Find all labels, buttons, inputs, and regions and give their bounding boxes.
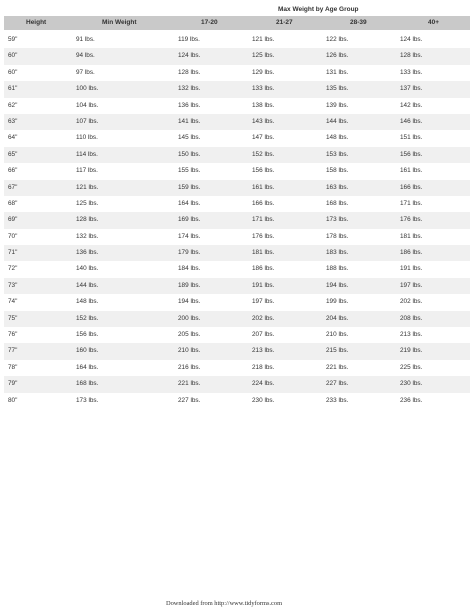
cell-21-27: 171 lbs. [252, 216, 275, 224]
cell-height: 78" [8, 363, 18, 371]
table-row [4, 261, 470, 277]
footer-link[interactable]: http://www.tidyforms.com [214, 600, 283, 607]
footer-label: Downloaded from [166, 600, 213, 607]
cell-min-weight: 110 lbs. [76, 134, 98, 142]
cell-min-weight: 156 lbs. [76, 331, 99, 339]
table-row [4, 65, 470, 81]
table-row [4, 81, 470, 97]
cell-21-27: 230 lbs. [252, 396, 275, 404]
cell-17-20: 145 lbs. [178, 134, 201, 142]
cell-min-weight: 100 lbs. [76, 85, 99, 93]
cell-17-20: 200 lbs. [178, 314, 201, 322]
cell-17-20: 221 lbs. [178, 380, 201, 388]
cell-17-20: 210 lbs. [178, 347, 201, 355]
cell-height: 63" [8, 117, 18, 125]
cell-40-plus: 236 lbs. [400, 396, 423, 404]
cell-40-plus: 202 lbs. [400, 298, 423, 306]
cell-height: 80" [8, 396, 18, 404]
cell-28-39: 215 lbs. [326, 347, 349, 355]
cell-min-weight: 128 lbs. [76, 216, 99, 224]
cell-40-plus: 181 lbs. [400, 232, 423, 240]
cell-28-39: 204 lbs. [326, 314, 349, 322]
cell-21-27: 161 lbs. [252, 183, 275, 191]
cell-28-39: 148 lbs. [326, 134, 349, 142]
header-min-weight: Min Weight [102, 19, 137, 26]
cell-17-20: 128 lbs. [178, 68, 201, 76]
cell-28-39: 173 lbs. [326, 216, 349, 224]
cell-40-plus: 176 lbs. [400, 216, 423, 224]
table-row [4, 327, 470, 343]
cell-21-27: 191 lbs. [252, 281, 275, 289]
cell-min-weight: 117 lbs. [76, 167, 98, 175]
cell-40-plus: 225 lbs. [400, 363, 423, 371]
cell-17-20: 136 lbs. [178, 101, 201, 109]
cell-min-weight: 136 lbs. [76, 249, 99, 257]
cell-21-27: 181 lbs. [252, 249, 275, 257]
cell-21-27: 213 lbs. [252, 347, 275, 355]
cell-height: 70" [8, 232, 18, 240]
cell-40-plus: 128 lbs. [400, 52, 423, 60]
cell-height: 77" [8, 347, 18, 355]
cell-min-weight: 94 lbs. [76, 52, 95, 60]
cell-min-weight: 104 lbs. [76, 101, 99, 109]
cell-28-39: 126 lbs. [326, 52, 349, 60]
cell-min-weight: 97 lbs. [76, 68, 95, 76]
cell-28-39: 153 lbs. [326, 150, 349, 158]
cell-17-20: 124 lbs. [178, 52, 201, 60]
cell-height: 60" [8, 68, 18, 76]
cell-21-27: 125 lbs. [252, 52, 275, 60]
footer [166, 600, 282, 607]
cell-40-plus: 151 lbs. [400, 134, 423, 142]
table-row [4, 180, 470, 196]
cell-21-27: 218 lbs. [252, 363, 275, 371]
cell-28-39: 194 lbs. [326, 281, 349, 289]
cell-28-39: 131 lbs. [326, 68, 349, 76]
table-body [4, 32, 470, 409]
cell-40-plus: 133 lbs. [400, 68, 423, 76]
header-age-17-20: 17-20 [201, 19, 218, 26]
table-row [4, 245, 470, 261]
cell-21-27: 152 lbs. [252, 150, 275, 158]
cell-21-27: 207 lbs. [252, 331, 275, 339]
cell-28-39: 188 lbs. [326, 265, 349, 273]
table-row [4, 98, 470, 114]
cell-21-27: 166 lbs. [252, 199, 275, 207]
cell-17-20: 141 lbs. [178, 117, 201, 125]
cell-17-20: 227 lbs. [178, 396, 201, 404]
table-row [4, 212, 470, 228]
cell-21-27: 197 lbs. [252, 298, 275, 306]
cell-28-39: 178 lbs. [326, 232, 349, 240]
cell-40-plus: 161 lbs. [400, 167, 423, 175]
cell-min-weight: 121 lbs. [76, 183, 99, 191]
cell-height: 62" [8, 101, 18, 109]
cell-17-20: 189 lbs. [178, 281, 201, 289]
cell-height: 75" [8, 314, 18, 322]
header-age-28-39: 28-39 [350, 19, 367, 26]
cell-height: 73" [8, 281, 18, 289]
cell-17-20: 179 lbs. [178, 249, 201, 257]
cell-min-weight: 144 lbs. [76, 281, 99, 289]
cell-17-20: 119 lbs. [178, 36, 200, 43]
cell-17-20: 150 lbs. [178, 150, 201, 158]
table-header [4, 16, 470, 30]
cell-17-20: 132 lbs. [178, 85, 201, 93]
cell-21-27: 129 lbs. [252, 68, 275, 76]
cell-height: 61" [8, 85, 18, 93]
cell-21-27: 202 lbs. [252, 314, 275, 322]
cell-min-weight: 91 lbs. [76, 36, 95, 43]
cell-40-plus: 124 lbs. [400, 36, 423, 43]
cell-40-plus: 171 lbs. [400, 199, 423, 207]
table-row [4, 147, 470, 163]
table-row [4, 32, 470, 48]
table-row [4, 294, 470, 310]
cell-28-39: 210 lbs. [326, 331, 349, 339]
table-row [4, 130, 470, 146]
cell-height: 71" [8, 249, 18, 257]
table-row [4, 376, 470, 392]
header-height: Height [26, 19, 47, 26]
cell-21-27: 133 lbs. [252, 85, 275, 93]
cell-height: 66" [8, 167, 18, 175]
cell-28-39: 221 lbs. [326, 363, 349, 371]
cell-40-plus: 156 lbs. [400, 150, 423, 158]
cell-17-20: 205 lbs. [178, 331, 201, 339]
cell-28-39: 135 lbs. [326, 85, 349, 93]
cell-21-27: 156 lbs. [252, 167, 275, 175]
cell-21-27: 186 lbs. [252, 265, 275, 273]
cell-28-39: 144 lbs. [326, 117, 349, 125]
cell-40-plus: 137 lbs. [400, 85, 423, 93]
cell-28-39: 139 lbs. [326, 101, 349, 109]
cell-min-weight: 168 lbs. [76, 380, 99, 388]
cell-21-27: 147 lbs. [252, 134, 275, 142]
cell-min-weight: 148 lbs. [76, 298, 99, 306]
cell-17-20: 169 lbs. [178, 216, 201, 224]
table-row [4, 114, 470, 130]
table-row [4, 311, 470, 327]
cell-min-weight: 107 lbs. [76, 117, 99, 125]
cell-28-39: 233 lbs. [326, 396, 349, 404]
cell-height: 76" [8, 331, 18, 339]
cell-21-27: 121 lbs. [252, 36, 275, 43]
table-row [4, 196, 470, 212]
cell-21-27: 224 lbs. [252, 380, 275, 388]
cell-40-plus: 197 lbs. [400, 281, 423, 289]
cell-17-20: 174 lbs. [178, 232, 201, 240]
cell-height: 65" [8, 150, 18, 158]
table-row [4, 343, 470, 359]
cell-min-weight: 173 lbs. [76, 396, 99, 404]
cell-21-27: 143 lbs. [252, 117, 275, 125]
cell-min-weight: 140 lbs. [76, 265, 99, 273]
table-row [4, 163, 470, 179]
cell-height: 59" [8, 36, 18, 43]
cell-height: 79" [8, 380, 18, 388]
cell-min-weight: 152 lbs. [76, 314, 99, 322]
cell-17-20: 184 lbs. [178, 265, 201, 273]
header-age-21-27: 21-27 [276, 19, 293, 26]
cell-height: 64" [8, 134, 18, 142]
cell-min-weight: 125 lbs. [76, 199, 99, 207]
cell-17-20: 164 lbs. [178, 199, 201, 207]
age-group-title: Max Weight by Age Group [278, 6, 359, 13]
cell-17-20: 194 lbs. [178, 298, 201, 306]
cell-40-plus: 146 lbs. [400, 117, 423, 125]
cell-21-27: 138 lbs. [252, 101, 275, 109]
cell-height: 68" [8, 199, 18, 207]
cell-40-plus: 166 lbs. [400, 183, 423, 191]
cell-21-27: 176 lbs. [252, 232, 275, 240]
cell-28-39: 168 lbs. [326, 199, 349, 207]
cell-min-weight: 160 lbs. [76, 347, 99, 355]
cell-height: 74" [8, 298, 18, 306]
cell-40-plus: 191 lbs. [400, 265, 423, 273]
cell-height: 72" [8, 265, 18, 273]
cell-40-plus: 219 lbs. [400, 347, 423, 355]
cell-28-39: 199 lbs. [326, 298, 349, 306]
cell-28-39: 183 lbs. [326, 249, 349, 257]
cell-height: 67" [8, 183, 18, 191]
cell-min-weight: 114 lbs. [76, 150, 98, 158]
header-age-40-plus: 40+ [428, 19, 440, 26]
table-row [4, 48, 470, 64]
table-row [4, 229, 470, 245]
cell-min-weight: 164 lbs. [76, 363, 99, 371]
cell-40-plus: 213 lbs. [400, 331, 423, 339]
table-row [4, 360, 470, 376]
cell-28-39: 227 lbs. [326, 380, 349, 388]
cell-min-weight: 132 lbs. [76, 232, 99, 240]
cell-height: 60" [8, 52, 18, 60]
cell-40-plus: 230 lbs. [400, 380, 423, 388]
cell-28-39: 158 lbs. [326, 167, 349, 175]
cell-40-plus: 142 lbs. [400, 101, 423, 109]
table-row [4, 278, 470, 294]
cell-40-plus: 208 lbs. [400, 314, 423, 322]
cell-17-20: 159 lbs. [178, 183, 201, 191]
table-row [4, 393, 470, 409]
cell-17-20: 155 lbs. [178, 167, 201, 175]
cell-40-plus: 186 lbs. [400, 249, 423, 257]
cell-28-39: 163 lbs. [326, 183, 349, 191]
cell-height: 69" [8, 216, 18, 224]
cell-28-39: 122 lbs. [326, 36, 349, 43]
cell-17-20: 216 lbs. [178, 363, 201, 371]
